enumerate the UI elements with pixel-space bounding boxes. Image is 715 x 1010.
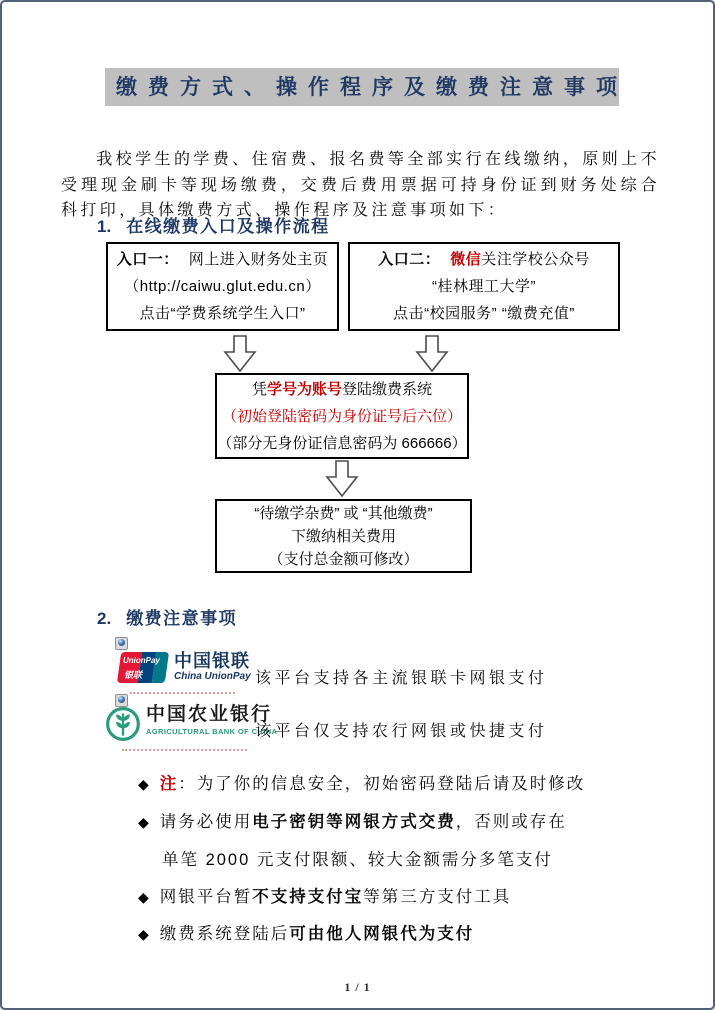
note3-bold: 不支持支付宝 — [252, 888, 364, 906]
entry-box-2 — [348, 242, 620, 331]
abc-name-cn: 中国农业银行 — [146, 704, 273, 725]
section-1-title: 在线缴费入口及操作流程 — [126, 217, 330, 236]
note2-pre: 请务必使用 — [159, 813, 253, 831]
page-title: 缴费方式、操作程序及缴费注意事项 — [105, 68, 619, 106]
spellcheck-underline — [130, 692, 235, 694]
note2-bold: 电子密钥等网银方式交费 — [252, 813, 456, 831]
diamond-bullet-icon: ◆ — [138, 889, 149, 905]
diamond-bullet-icon: ◆ — [138, 776, 149, 792]
unionpay-name-en: China UnionPay — [174, 671, 251, 682]
arrow-down-icon — [415, 335, 449, 372]
abc-caption: 该平台仅支持农行网银或快捷支付 — [255, 723, 548, 740]
login-line1-account: 学号为账号 — [266, 380, 342, 398]
intro-paragraph: 我校学生的学费、住宿费、报名费等全部实行在线缴纳，原则上不受理现金刷卡等现场缴费，交费后费用票据可持身份证到财务处综合科打印，具体缴费方式、操作程序及注意事项如下： — [61, 151, 660, 219]
unionpay-mark-cn: 银联 — [124, 670, 143, 680]
login-step-box — [215, 373, 469, 459]
entry1-line1 — [108, 246, 337, 273]
page-number: 1 / 1 — [344, 980, 371, 994]
entry2-wechat: 微信 — [450, 251, 482, 268]
pay-line2: 下缴纳相关费用 — [290, 527, 396, 545]
spellcheck-underline — [122, 749, 247, 751]
abc-name-en: AGRICULTURAL BANK OF CHINA — [146, 727, 278, 736]
section-2-heading — [97, 604, 237, 629]
section-2-title: 缴费注意事项 — [126, 609, 238, 628]
note1-red: 注 — [159, 775, 179, 793]
entry-box-1 — [106, 242, 339, 331]
arrow-down-icon — [223, 335, 257, 372]
login-line1 — [217, 376, 467, 403]
entry2-line1 — [350, 246, 618, 273]
entry2-label: 入口二： — [378, 251, 441, 268]
section-2-number: 2. — [97, 609, 112, 628]
note1-rest: ：为了你的信息安全，初始密码登陆后请及时修改 — [178, 775, 586, 793]
note3-pre: 网银平台暂 — [159, 888, 253, 906]
login-line1-pre: 凭 — [251, 380, 267, 398]
unionpay-mark-en: UnionPay — [122, 656, 160, 665]
entry2-text: 关注学校公众号 — [481, 251, 590, 268]
pay-line1: “待缴学杂费” 或 “其他缴费” — [254, 504, 433, 522]
note4-pre: 缴费系统登陆后 — [159, 925, 290, 943]
note-item-2 — [138, 808, 567, 832]
entry1-label: 入口一： — [116, 251, 179, 268]
entry2-line3: 点击“校园服务” “缴费充值” — [393, 305, 575, 322]
pay-line3: （支付总金额可修改） — [268, 550, 419, 568]
abc-bank-logo — [105, 705, 277, 743]
note3-post: 等第三方支付工具 — [363, 888, 512, 906]
login-line3: （部分无身份证信息密码为 666666） — [217, 434, 467, 452]
note2-post: ，否则或存在 — [455, 813, 567, 831]
object-anchor-icon — [115, 637, 128, 650]
unionpay-name-cn: 中国银联 — [174, 651, 250, 671]
unionpay-card-icon — [117, 652, 169, 683]
note4-bold: 可由他人网银代为支付 — [289, 925, 475, 943]
entry1-url: （http://caiwu.glut.edu.cn） — [124, 278, 321, 295]
section-1-number: 1. — [97, 217, 112, 236]
arrow-down-icon — [325, 460, 359, 497]
entry1-text: 网上进入财务处主页 — [188, 251, 329, 268]
section-1-heading — [97, 212, 330, 237]
diamond-bullet-icon: ◆ — [138, 814, 149, 830]
note-item-1 — [138, 770, 585, 794]
diamond-bullet-icon: ◆ — [138, 926, 149, 942]
login-line2: （初始登陆密码为身份证号后六位） — [221, 407, 462, 425]
login-line1-post: 登陆缴费系统 — [342, 380, 433, 398]
entry2-line2: “桂林理工大学” — [432, 278, 536, 295]
entry1-line3: 点击“学费系统学生入口” — [139, 305, 306, 322]
unionpay-caption: 该平台支持各主流银联卡网银支付 — [255, 670, 548, 687]
note-item-4 — [138, 920, 474, 944]
note-item-2-continued: 单笔 2000 元支付限额、较大金额需分多笔支付 — [162, 851, 553, 869]
unionpay-logo — [119, 652, 251, 683]
note-item-3 — [138, 883, 511, 907]
abc-wheat-icon — [105, 705, 141, 743]
pay-step-box — [215, 499, 472, 573]
